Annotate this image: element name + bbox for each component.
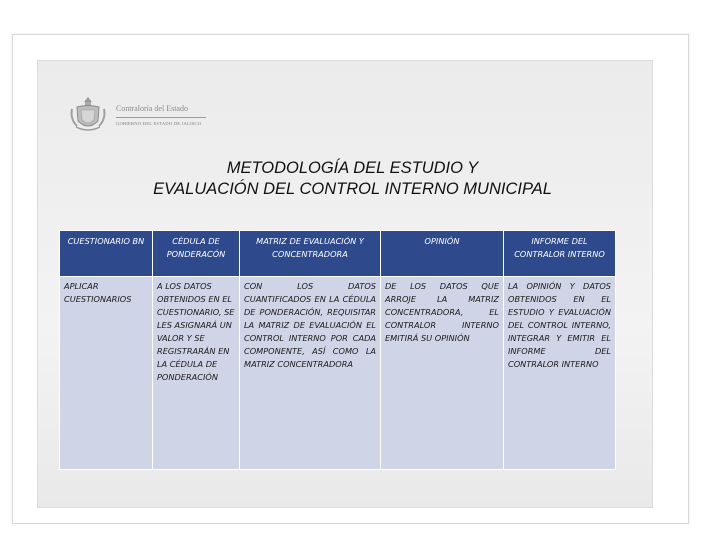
header-informe: INFORME DEL CONTRALOR INTERNO [504,231,616,277]
state-seal-icon [67,93,109,135]
cell-informe: LA OPINIÓN Y DATOS OBTENIDOS EN EL ESTUDIO Y EVALUACIÓN DEL CONTROL INTERNO, INTEGRAR Y EMITIR EL INFORME DEL CONTRALOR INTERNO [504,277,616,470]
logo-divider [116,117,206,118]
title-line-2: EVALUACIÓN DEL CONTROL INTERNO MUNICIPAL [153,180,552,198]
header-cedula: CÉDULA DE PONDERACÓN [153,231,240,277]
title-line-1: METODOLOGÍA DEL ESTUDIO Y [226,159,479,177]
table-header-row [60,231,616,277]
cell-matriz: CON LOS DATOS CUANTIFICADOS EN LA CÉDULA DE PONDERACIÓN, REQUISITAR LA MATRIZ DE EVALUACIÓN EL CONTROL INTERNO POR CADA COMPONENTE, ASÍ COMO LA MATRIZ CONCENTRADORA [240,277,381,470]
cell-opinion: DE LOS DATOS QUE ARROJE LA MATRIZ CONCENTRADORA, EL CONTRALOR INTERNO EMITIRÁ SU OPINIÓN [381,277,504,470]
cell-cuestionario: APLICAR CUESTIONARIOS [60,277,153,470]
page-title [100,158,605,200]
methodology-table [59,230,616,470]
table-row [60,277,616,470]
header-matriz: MATRIZ DE EVALUACIÓN Y CONCENTRADORA [240,231,381,277]
logo-name: Contraloría del Estado [116,104,188,113]
header-cuestionario: CUESTIONARIO BN [60,231,153,277]
contraloria-logo [67,93,212,135]
header-opinion: OPINIÓN [381,231,504,277]
logo-subtitle: GOBIERNO DEL ESTADO DE JALISCO [116,121,202,126]
cell-cedula: A LOS DATOS OBTENIDOS EN EL CUESTIONARIO, SE LES ASIGNARÁ UN VALOR Y SE REGISTRARÁN EN LA CÉDULA DE PONDERACIÓN [153,277,240,470]
